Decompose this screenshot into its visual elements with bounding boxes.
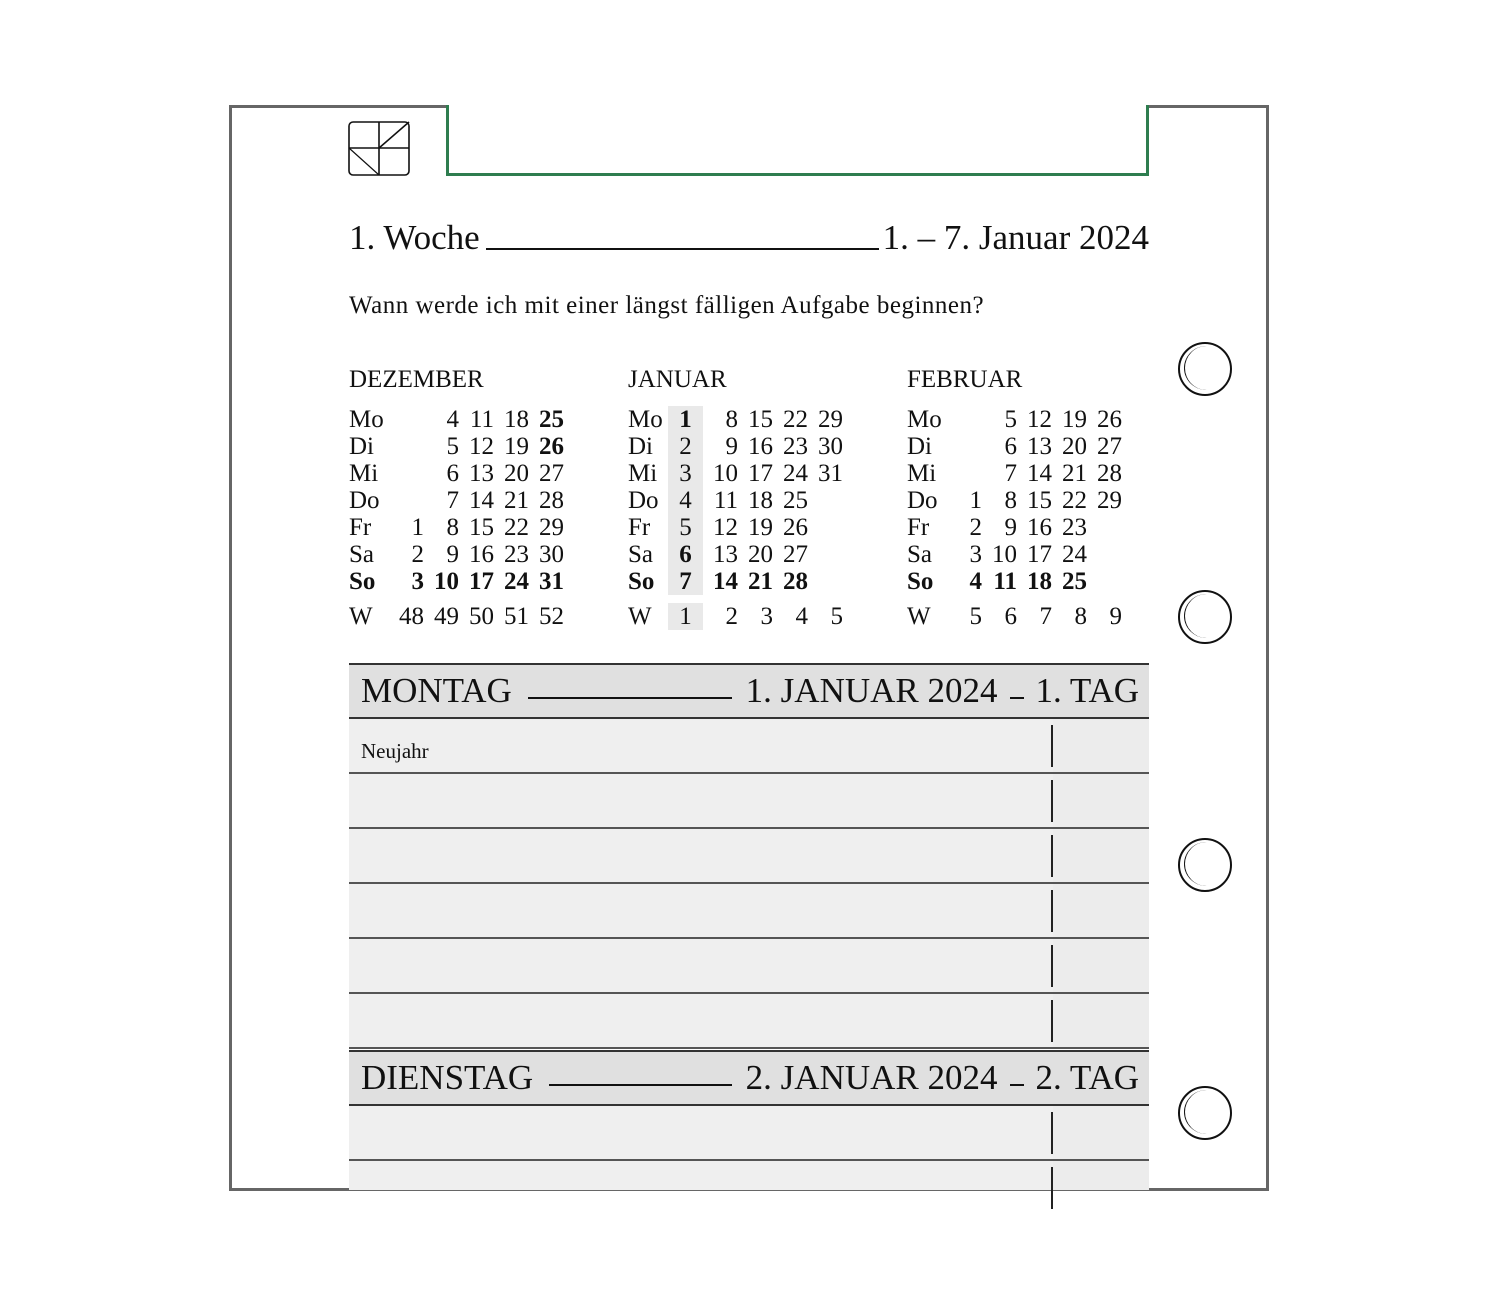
weekday-label: Do <box>907 487 938 514</box>
time-column <box>1053 719 1149 772</box>
time-column <box>1053 774 1149 827</box>
calendar-day: 27 <box>539 460 564 487</box>
calendar-day: 8 <box>446 514 459 541</box>
calendar-day: 3 <box>969 541 982 568</box>
day-number: 2. TAG <box>1035 1058 1139 1097</box>
weekday-label: Di <box>628 433 653 460</box>
calendar-day: 17 <box>469 568 494 595</box>
calendar-day: 11 <box>469 406 494 433</box>
column-divider <box>1051 1000 1053 1042</box>
calendar-day: 21 <box>504 487 529 514</box>
calendar-day <box>389 433 424 460</box>
calendar-day: 11 <box>713 487 738 514</box>
weekday-label: Sa <box>349 541 374 568</box>
week-numbers-label: W <box>907 603 931 630</box>
column-divider <box>1051 890 1053 932</box>
calendar-day: 28 <box>1097 460 1122 487</box>
calendar-day: 11 <box>993 568 1017 595</box>
time-column <box>1053 1106 1149 1159</box>
calendar-day: 16 <box>1027 514 1052 541</box>
calendar-day: 23 <box>504 541 529 568</box>
weekly-question: Wann werde ich mit einer längst fälligen Aufgabe beginnen? <box>349 292 985 319</box>
calendar-day: 29 <box>1097 487 1122 514</box>
calendar-row <box>628 541 878 568</box>
calendar-day: 1 <box>668 406 703 433</box>
calendar-day: 13 <box>713 541 738 568</box>
weekday-label: So <box>628 568 655 595</box>
weekday-label: Do <box>628 487 659 514</box>
week-number: 6 <box>1004 603 1017 630</box>
calendar-day: 7 <box>1004 460 1017 487</box>
calendar-day: 6 <box>446 460 459 487</box>
month-name: DEZEMBER <box>349 366 484 393</box>
calendar-row <box>628 406 878 433</box>
column-divider <box>1051 1112 1053 1154</box>
writing-line[interactable] <box>349 829 1149 884</box>
week-label: 1. Woche <box>349 218 480 257</box>
calendar-day: 10 <box>713 460 738 487</box>
calendar-day <box>808 487 843 514</box>
calendar-row <box>628 514 878 541</box>
calendar-day: 20 <box>1062 433 1087 460</box>
week-title-row <box>349 214 1149 258</box>
calendar-row <box>349 487 599 514</box>
calendar-day: 4 <box>969 568 982 595</box>
week-number: 51 <box>504 603 529 630</box>
week-number: 1 <box>668 603 703 630</box>
weekday-label: So <box>349 568 376 595</box>
week-number: 48 <box>399 603 424 630</box>
calendar-day: 14 <box>1027 460 1052 487</box>
calendar-day: 30 <box>539 541 564 568</box>
calendar-day: 12 <box>469 433 494 460</box>
calendar-day: 21 <box>1062 460 1087 487</box>
calendar-day: 7 <box>668 568 703 595</box>
calendar-day <box>947 433 982 460</box>
time-column <box>1053 884 1149 937</box>
calendar-day: 18 <box>748 487 773 514</box>
week-number: 50 <box>469 603 494 630</box>
green-tab-frame <box>446 105 1149 176</box>
calendar-row <box>907 514 1157 541</box>
calendar-day: 6 <box>668 541 703 568</box>
calendar-row <box>907 460 1157 487</box>
calendar-row <box>349 568 599 595</box>
planner-logo-icon <box>348 121 410 176</box>
week-numbers-row <box>349 603 599 630</box>
calendar-day <box>808 514 843 541</box>
column-divider <box>1051 835 1053 877</box>
calendar-day: 28 <box>539 487 564 514</box>
week-title-rule <box>486 248 879 250</box>
calendar-day: 3 <box>668 460 703 487</box>
time-column <box>1053 994 1149 1047</box>
weekday-label: Mo <box>349 406 384 433</box>
calendar-day: 19 <box>504 433 529 460</box>
calendar-day: 29 <box>818 406 843 433</box>
time-column <box>1053 1161 1149 1190</box>
week-numbers-row <box>628 603 878 630</box>
calendar-day: 17 <box>748 460 773 487</box>
calendar-day: 18 <box>1027 568 1052 595</box>
binder-hole-icon <box>1178 1086 1232 1140</box>
calendar-day: 18 <box>504 406 529 433</box>
week-number: 5 <box>830 603 843 630</box>
calendar-day: 9 <box>725 433 738 460</box>
calendar-row <box>907 487 1157 514</box>
calendar-row <box>907 406 1157 433</box>
calendar-day: 5 <box>446 433 459 460</box>
weekday-label: Di <box>907 433 932 460</box>
calendar-day: 15 <box>748 406 773 433</box>
calendar-day: 24 <box>504 568 529 595</box>
weekday-label: Fr <box>628 514 651 541</box>
calendar-day <box>808 541 843 568</box>
calendar-day <box>1087 514 1122 541</box>
calendar-day: 22 <box>783 406 808 433</box>
month-calendar-dezember <box>349 366 599 630</box>
calendar-day: 22 <box>1062 487 1087 514</box>
writing-line[interactable] <box>349 939 1149 994</box>
week-date-range: 1. – 7. Januar 2024 <box>882 218 1149 257</box>
calendar-row <box>628 433 878 460</box>
calendar-day: 13 <box>469 460 494 487</box>
binder-hole-icon <box>1178 590 1232 644</box>
calendar-day: 23 <box>783 433 808 460</box>
calendar-day: 4 <box>668 487 703 514</box>
calendar-day: 8 <box>725 406 738 433</box>
calendar-day: 3 <box>411 568 424 595</box>
calendar-row <box>628 460 878 487</box>
calendar-day: 2 <box>411 541 424 568</box>
calendar-day <box>1087 568 1122 595</box>
month-calendar-januar <box>628 366 878 630</box>
calendar-day <box>808 568 843 595</box>
month-name: JANUAR <box>628 366 727 393</box>
binder-hole-icon <box>1178 838 1232 892</box>
calendar-day: 14 <box>713 568 738 595</box>
calendar-day: 20 <box>504 460 529 487</box>
calendar-day: 7 <box>446 487 459 514</box>
calendar-day: 19 <box>1062 406 1087 433</box>
calendar-day <box>1087 541 1122 568</box>
calendar-row <box>907 541 1157 568</box>
calendar-day: 19 <box>748 514 773 541</box>
month-calendar-februar <box>907 366 1157 630</box>
calendar-day: 30 <box>818 433 843 460</box>
calendar-day: 12 <box>713 514 738 541</box>
day-date: 2. JANUAR 2024 <box>745 1058 998 1097</box>
weekday-label: Mi <box>628 460 658 487</box>
calendar-day: 29 <box>539 514 564 541</box>
calendar-row <box>907 568 1157 595</box>
calendar-row <box>628 568 878 595</box>
calendar-day: 15 <box>469 514 494 541</box>
calendar-day: 16 <box>469 541 494 568</box>
calendar-day: 4 <box>446 406 459 433</box>
column-divider <box>1051 780 1053 822</box>
week-number: 2 <box>725 603 738 630</box>
writing-line[interactable] <box>349 884 1149 939</box>
header-fill-rule <box>549 1084 731 1086</box>
calendar-day: 12 <box>1027 406 1052 433</box>
weekday-label: Mi <box>907 460 937 487</box>
line-entry-text: Neujahr <box>361 739 429 763</box>
calendar-day <box>947 406 982 433</box>
calendar-day: 22 <box>504 514 529 541</box>
calendar-row <box>907 433 1157 460</box>
calendar-day: 6 <box>1004 433 1017 460</box>
calendar-day: 25 <box>539 406 564 433</box>
calendar-day: 26 <box>1097 406 1122 433</box>
calendar-day: 10 <box>992 541 1017 568</box>
week-numbers-label: W <box>349 603 373 630</box>
calendar-day: 9 <box>446 541 459 568</box>
calendar-row <box>628 487 878 514</box>
calendar-day: 13 <box>1027 433 1052 460</box>
calendar-day: 31 <box>539 568 564 595</box>
weekday-label: Fr <box>349 514 372 541</box>
calendar-day: 16 <box>748 433 773 460</box>
writing-line[interactable] <box>349 994 1149 1049</box>
header-fill-rule <box>1010 697 1024 699</box>
header-fill-rule <box>528 697 732 699</box>
calendar-day: 26 <box>539 433 564 460</box>
day-number: 1. TAG <box>1035 671 1139 710</box>
week-number: 52 <box>539 603 564 630</box>
calendar-day: 1 <box>969 487 982 514</box>
calendar-day: 24 <box>1062 541 1087 568</box>
calendar-day: 9 <box>1004 514 1017 541</box>
calendar-day: 26 <box>783 514 808 541</box>
calendar-day: 2 <box>969 514 982 541</box>
writing-line[interactable] <box>349 774 1149 829</box>
weekday-label: MONTAG <box>361 671 512 710</box>
calendar-day: 17 <box>1027 541 1052 568</box>
writing-line[interactable] <box>349 719 1149 774</box>
week-numbers-row <box>907 603 1157 630</box>
week-number: 9 <box>1109 603 1122 630</box>
calendar-day: 5 <box>668 514 703 541</box>
calendar-day: 10 <box>434 568 459 595</box>
calendar-day: 20 <box>748 541 773 568</box>
calendar-row <box>349 460 599 487</box>
calendar-day: 31 <box>818 460 843 487</box>
calendar-row <box>349 433 599 460</box>
writing-line[interactable] <box>349 1106 1149 1161</box>
month-name: FEBRUAR <box>907 366 1023 393</box>
calendar-day: 2 <box>668 433 703 460</box>
week-numbers-label: W <box>628 603 652 630</box>
calendar-day: 23 <box>1062 514 1087 541</box>
calendar-row <box>349 514 599 541</box>
calendar-day: 15 <box>1027 487 1052 514</box>
calendar-row <box>349 541 599 568</box>
binder-hole-icon <box>1178 342 1232 396</box>
weekday-label: Do <box>349 487 380 514</box>
time-column <box>1053 939 1149 992</box>
weekday-label: Fr <box>907 514 930 541</box>
column-divider <box>1051 945 1053 987</box>
week-number: 5 <box>969 603 982 630</box>
calendar-row <box>349 406 599 433</box>
week-number: 4 <box>795 603 808 630</box>
weekday-label: Mo <box>628 406 663 433</box>
calendar-day: 21 <box>748 568 773 595</box>
weekday-label: Mo <box>907 406 942 433</box>
calendar-day <box>947 460 982 487</box>
weekday-label: Sa <box>907 541 932 568</box>
time-column <box>1053 829 1149 882</box>
weekday-label: DIENSTAG <box>361 1058 534 1097</box>
calendar-day: 27 <box>783 541 808 568</box>
column-divider <box>1051 725 1053 767</box>
day-header <box>349 1050 1149 1106</box>
week-number: 3 <box>760 603 773 630</box>
writing-line[interactable] <box>349 1161 1149 1190</box>
weekday-label: Mi <box>349 460 379 487</box>
day-header <box>349 663 1149 719</box>
calendar-day: 25 <box>1062 568 1087 595</box>
calendar-day: 8 <box>1004 487 1017 514</box>
header-fill-rule <box>1010 1084 1024 1086</box>
calendar-day <box>389 487 424 514</box>
week-number: 8 <box>1074 603 1087 630</box>
calendar-day <box>389 406 424 433</box>
calendar-day: 24 <box>783 460 808 487</box>
weekday-label: Di <box>349 433 374 460</box>
calendar-day: 28 <box>783 568 808 595</box>
calendar-day: 27 <box>1097 433 1122 460</box>
weekday-label: Sa <box>628 541 653 568</box>
column-divider <box>1051 1167 1053 1209</box>
calendar-day: 5 <box>1004 406 1017 433</box>
calendar-day: 25 <box>783 487 808 514</box>
calendar-day: 1 <box>411 514 424 541</box>
weekday-label: So <box>907 568 934 595</box>
calendar-day: 14 <box>469 487 494 514</box>
week-number: 7 <box>1039 603 1052 630</box>
week-number: 49 <box>434 603 459 630</box>
calendar-day <box>389 460 424 487</box>
day-date: 1. JANUAR 2024 <box>745 671 998 710</box>
